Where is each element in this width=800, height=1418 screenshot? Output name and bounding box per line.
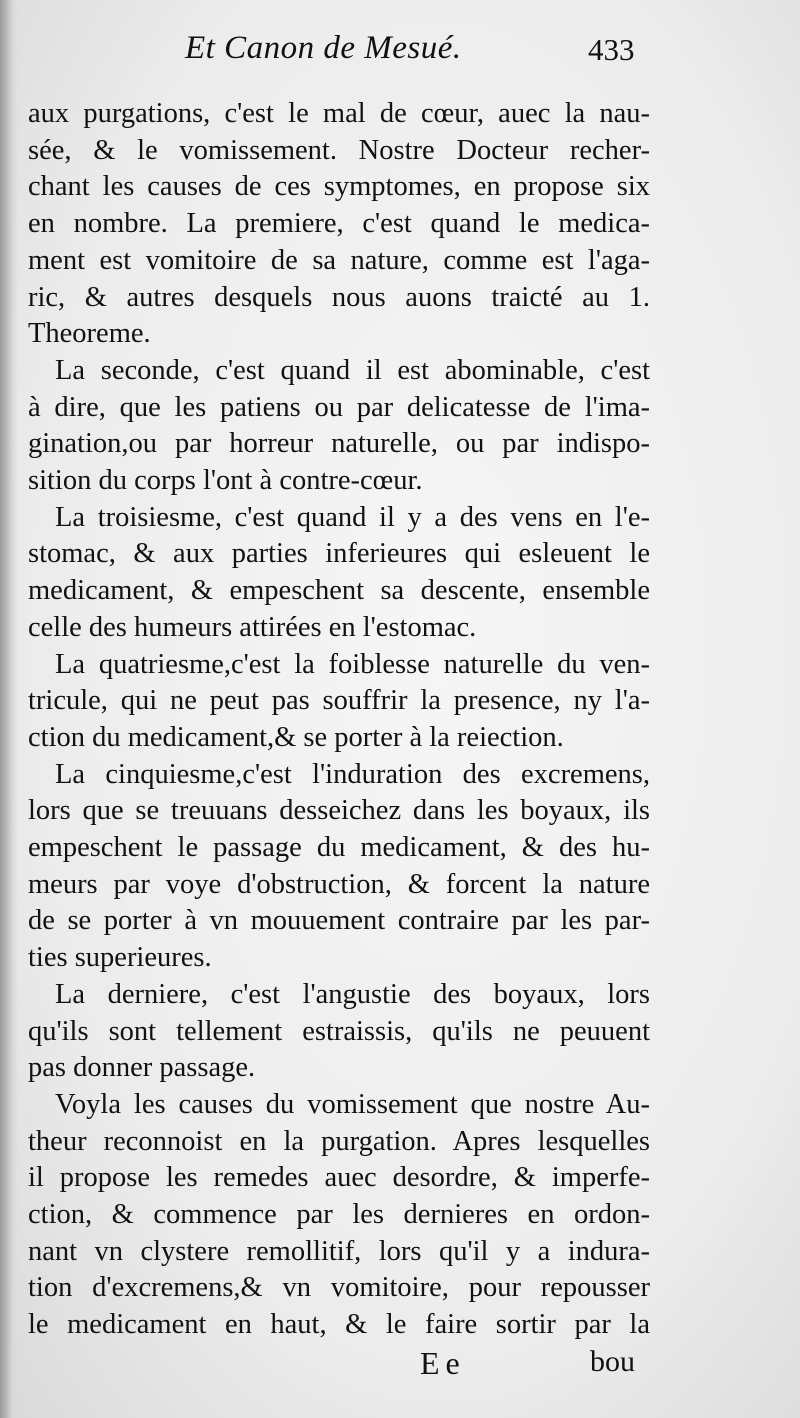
page-gutter-shadow: [0, 0, 18, 1418]
text-line: medicament, & empeschent sa descente, ensemble: [28, 575, 650, 607]
text-line: ction du medicament,& se porter à la reiection.: [28, 721, 564, 753]
text-line: ties superieures.: [28, 942, 212, 974]
text-line: gination,ou par horreur naturelle, ou par indispo-: [28, 428, 650, 460]
text-line: La cinquiesme,c'est l'induration des excremens,: [55, 758, 650, 790]
text-line: tion d'excremens,& vn vomitoire, pour repousser: [28, 1272, 650, 1304]
text-line: sition du corps l'ont à contre-cœur.: [28, 465, 423, 496]
text-line: meurs par voye d'obstruction, & forcent la nature: [28, 868, 650, 900]
text-line: tricule, qui ne peut pas souffrir la presence, ny l'a-: [28, 685, 650, 717]
text-line: le medicament en haut, & le faire sortir par la: [28, 1309, 650, 1341]
signature-mark: Ee: [420, 1345, 466, 1381]
text-line: pas donner passage.: [28, 1052, 256, 1084]
text-line: La troisiesme, c'est quand il y a des vens en l'e-: [55, 501, 650, 533]
text-line: ment est vomitoire de sa nature, comme est l'aga-: [28, 244, 650, 276]
running-title: Et Canon de Mesué.: [185, 30, 462, 66]
text-line: ric, & autres desquels nous auons traicté au 1.: [28, 281, 650, 313]
text-line: theur reconnoist en la purgation. Apres lesquelles: [28, 1125, 650, 1157]
text-line: celle des humeurs attirées en l'estomac.: [28, 611, 477, 643]
text-line: de se porter à vn mouuement contraire par les par-: [28, 905, 650, 937]
text-line: Voyla les causes du vomissement que nostre Au-: [55, 1088, 650, 1120]
text-line: La seconde, c'est quand il est abominable, c'est: [55, 354, 650, 386]
text-line: à dire, que les patiens ou par delicatesse de l'ima-: [28, 391, 650, 423]
text-line: qu'ils sont tellement estraissis, qu'ils ne peuuent: [28, 1015, 650, 1047]
text-line: il propose les remedes auec desordre, & imperfe-: [28, 1162, 650, 1194]
text-line: La derniere, c'est l'angustie des boyaux, lors: [55, 978, 650, 1010]
text-line: Theoreme.: [28, 318, 151, 350]
text-line: nant vn clystere remollitif, lors qu'il y a indura-: [28, 1235, 650, 1267]
text-line: chant les causes de ces symptomes, en propose six: [28, 171, 650, 203]
text-line: stomac, & aux parties inferieures qui esleuent le: [28, 538, 650, 570]
running-head: [0, 30, 800, 90]
page-footer: [0, 1345, 800, 1385]
text-line: en nombre. La premiere, c'est quand le medica-: [28, 208, 650, 240]
text-line: sée, & le vomissement. Nostre Docteur recher-: [28, 134, 650, 166]
text-line: La quatriesme,c'est la foiblesse naturelle du ven-: [55, 648, 650, 680]
text-line: lors que se treuuans desseichez dans les boyaux, ils: [28, 795, 650, 827]
text-line: ction, & commence par les dernieres en ordon-: [28, 1199, 650, 1230]
text-line: aux purgations, c'est le mal de cœur, auec la nau-: [28, 98, 650, 129]
page-number: 433: [588, 32, 635, 67]
text-line: empeschent le passage du medicament, & des hu-: [28, 832, 650, 863]
catchword: bou: [590, 1345, 635, 1378]
